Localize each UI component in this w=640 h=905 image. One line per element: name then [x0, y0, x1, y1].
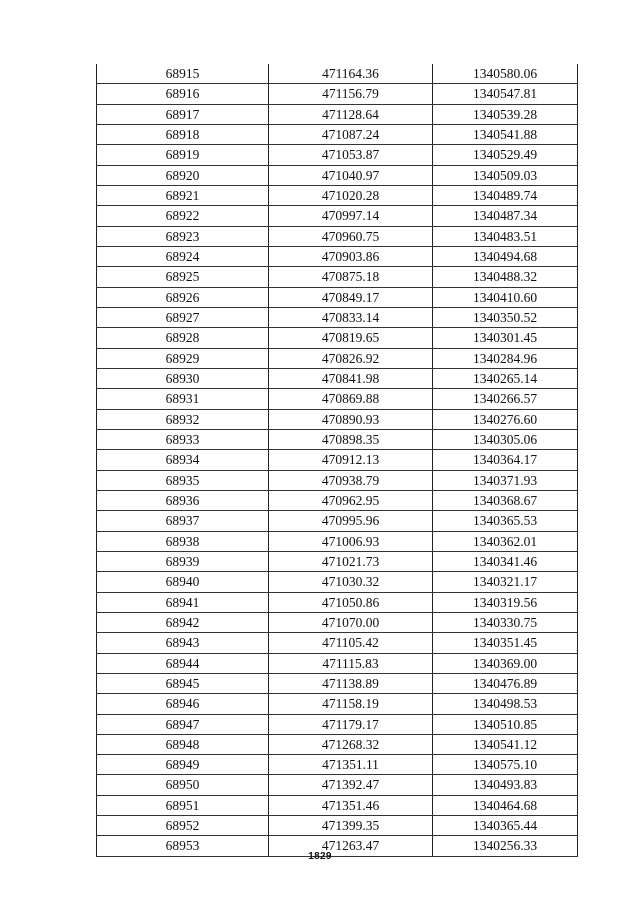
- table-row: [97, 490, 578, 510]
- x-coordinate-cell: 470826.92: [269, 348, 433, 368]
- y-coordinate-cell: 1340541.88: [433, 124, 578, 144]
- x-coordinate-cell: 471128.64: [269, 104, 433, 124]
- table-row: [97, 633, 578, 653]
- x-coordinate-cell: 471138.89: [269, 673, 433, 693]
- point-id-cell: 68917: [97, 104, 269, 124]
- table-row: [97, 84, 578, 104]
- x-coordinate-cell: 471050.86: [269, 592, 433, 612]
- table-row: [97, 755, 578, 775]
- y-coordinate-cell: 1340487.34: [433, 206, 578, 226]
- y-coordinate-cell: 1340580.06: [433, 64, 578, 84]
- point-id-cell: 68921: [97, 185, 269, 205]
- table-row: [97, 226, 578, 246]
- table-row: [97, 328, 578, 348]
- x-coordinate-cell: 471030.32: [269, 572, 433, 592]
- y-coordinate-cell: 1340266.57: [433, 389, 578, 409]
- table-row: [97, 348, 578, 368]
- point-id-cell: 68915: [97, 64, 269, 84]
- y-coordinate-cell: 1340365.53: [433, 511, 578, 531]
- point-id-cell: 68916: [97, 84, 269, 104]
- y-coordinate-cell: 1340284.96: [433, 348, 578, 368]
- y-coordinate-cell: 1340371.93: [433, 470, 578, 490]
- y-coordinate-cell: 1340498.53: [433, 694, 578, 714]
- point-id-cell: 68923: [97, 226, 269, 246]
- x-coordinate-cell: 470819.65: [269, 328, 433, 348]
- y-coordinate-cell: 1340256.33: [433, 836, 578, 856]
- coordinate-table: [96, 64, 578, 857]
- table-row: [97, 389, 578, 409]
- y-coordinate-cell: 1340510.85: [433, 714, 578, 734]
- point-id-cell: 68942: [97, 612, 269, 632]
- point-id-cell: 68943: [97, 633, 269, 653]
- x-coordinate-cell: 471164.36: [269, 64, 433, 84]
- x-coordinate-cell: 470960.75: [269, 226, 433, 246]
- point-id-cell: 68932: [97, 409, 269, 429]
- table-row: [97, 368, 578, 388]
- point-id-cell: 68945: [97, 673, 269, 693]
- y-coordinate-cell: 1340368.67: [433, 490, 578, 510]
- y-coordinate-cell: 1340276.60: [433, 409, 578, 429]
- point-id-cell: 68927: [97, 307, 269, 327]
- y-coordinate-cell: 1340483.51: [433, 226, 578, 246]
- table-row: [97, 511, 578, 531]
- y-coordinate-cell: 1340305.06: [433, 429, 578, 449]
- y-coordinate-cell: 1340350.52: [433, 307, 578, 327]
- y-coordinate-cell: 1340364.17: [433, 450, 578, 470]
- y-coordinate-cell: 1340493.83: [433, 775, 578, 795]
- y-coordinate-cell: 1340476.89: [433, 673, 578, 693]
- y-coordinate-cell: 1340541.12: [433, 734, 578, 754]
- x-coordinate-cell: 471020.28: [269, 185, 433, 205]
- table-row: [97, 714, 578, 734]
- y-coordinate-cell: 1340362.01: [433, 531, 578, 551]
- point-id-cell: 68950: [97, 775, 269, 795]
- point-id-cell: 68938: [97, 531, 269, 551]
- table-row: [97, 429, 578, 449]
- point-id-cell: 68933: [97, 429, 269, 449]
- table-row: [97, 694, 578, 714]
- x-coordinate-cell: 470912.13: [269, 450, 433, 470]
- table-row: [97, 592, 578, 612]
- table-row: [97, 531, 578, 551]
- x-coordinate-cell: 471263.47: [269, 836, 433, 856]
- table-row: [97, 206, 578, 226]
- table-row: [97, 287, 578, 307]
- x-coordinate-cell: 471040.97: [269, 165, 433, 185]
- point-id-cell: 68918: [97, 124, 269, 144]
- point-id-cell: 68934: [97, 450, 269, 470]
- point-id-cell: 68952: [97, 816, 269, 836]
- point-id-cell: 68953: [97, 836, 269, 856]
- y-coordinate-cell: 1340319.56: [433, 592, 578, 612]
- point-id-cell: 68948: [97, 734, 269, 754]
- table-row: [97, 246, 578, 266]
- point-id-cell: 68926: [97, 287, 269, 307]
- table-row: [97, 64, 578, 84]
- y-coordinate-cell: 1340539.28: [433, 104, 578, 124]
- y-coordinate-cell: 1340330.75: [433, 612, 578, 632]
- x-coordinate-cell: 470995.96: [269, 511, 433, 531]
- point-id-cell: 68931: [97, 389, 269, 409]
- point-id-cell: 68937: [97, 511, 269, 531]
- table-row: [97, 409, 578, 429]
- y-coordinate-cell: 1340351.45: [433, 633, 578, 653]
- table-row: [97, 653, 578, 673]
- table-row: [97, 104, 578, 124]
- x-coordinate-cell: 471115.83: [269, 653, 433, 673]
- x-coordinate-cell: 470875.18: [269, 267, 433, 287]
- y-coordinate-cell: 1340488.32: [433, 267, 578, 287]
- y-coordinate-cell: 1340369.00: [433, 653, 578, 673]
- table-row: [97, 124, 578, 144]
- x-coordinate-cell: 471087.24: [269, 124, 433, 144]
- x-coordinate-cell: 470833.14: [269, 307, 433, 327]
- x-coordinate-cell: 471021.73: [269, 551, 433, 571]
- x-coordinate-cell: 470938.79: [269, 470, 433, 490]
- page-number: 1829: [308, 851, 332, 862]
- y-coordinate-cell: 1340575.10: [433, 755, 578, 775]
- point-id-cell: 68922: [97, 206, 269, 226]
- y-coordinate-cell: 1340529.49: [433, 145, 578, 165]
- x-coordinate-cell: 471179.17: [269, 714, 433, 734]
- y-coordinate-cell: 1340464.68: [433, 795, 578, 815]
- point-id-cell: 68946: [97, 694, 269, 714]
- table-row: [97, 775, 578, 795]
- point-id-cell: 68929: [97, 348, 269, 368]
- point-id-cell: 68951: [97, 795, 269, 815]
- x-coordinate-cell: 471006.93: [269, 531, 433, 551]
- x-coordinate-cell: 470903.86: [269, 246, 433, 266]
- table-row: [97, 572, 578, 592]
- y-coordinate-cell: 1340265.14: [433, 368, 578, 388]
- y-coordinate-cell: 1340494.68: [433, 246, 578, 266]
- table-row: [97, 267, 578, 287]
- point-id-cell: 68920: [97, 165, 269, 185]
- x-coordinate-cell: 471351.46: [269, 795, 433, 815]
- x-coordinate-cell: 471158.19: [269, 694, 433, 714]
- table-row: [97, 795, 578, 815]
- x-coordinate-cell: 470890.93: [269, 409, 433, 429]
- point-id-cell: 68925: [97, 267, 269, 287]
- point-id-cell: 68928: [97, 328, 269, 348]
- point-id-cell: 68930: [97, 368, 269, 388]
- x-coordinate-cell: 471268.32: [269, 734, 433, 754]
- x-coordinate-cell: 470869.88: [269, 389, 433, 409]
- x-coordinate-cell: 470997.14: [269, 206, 433, 226]
- table-row: [97, 470, 578, 490]
- y-coordinate-cell: 1340489.74: [433, 185, 578, 205]
- x-coordinate-cell: 470898.35: [269, 429, 433, 449]
- table-row: [97, 673, 578, 693]
- table-row: [97, 307, 578, 327]
- y-coordinate-cell: 1340341.46: [433, 551, 578, 571]
- y-coordinate-cell: 1340365.44: [433, 816, 578, 836]
- x-coordinate-cell: 471392.47: [269, 775, 433, 795]
- x-coordinate-cell: 470841.98: [269, 368, 433, 388]
- point-id-cell: 68939: [97, 551, 269, 571]
- x-coordinate-cell: 471105.42: [269, 633, 433, 653]
- point-id-cell: 68919: [97, 145, 269, 165]
- x-coordinate-cell: 471070.00: [269, 612, 433, 632]
- x-coordinate-cell: 471351.11: [269, 755, 433, 775]
- x-coordinate-cell: 470962.95: [269, 490, 433, 510]
- coordinate-table-body: [97, 64, 578, 856]
- y-coordinate-cell: 1340547.81: [433, 84, 578, 104]
- point-id-cell: 68949: [97, 755, 269, 775]
- table-row: [97, 734, 578, 754]
- point-id-cell: 68935: [97, 470, 269, 490]
- table-row: [97, 450, 578, 470]
- point-id-cell: 68940: [97, 572, 269, 592]
- x-coordinate-cell: 470849.17: [269, 287, 433, 307]
- x-coordinate-cell: 471156.79: [269, 84, 433, 104]
- y-coordinate-cell: 1340509.03: [433, 165, 578, 185]
- table-row: [97, 551, 578, 571]
- y-coordinate-cell: 1340410.60: [433, 287, 578, 307]
- x-coordinate-cell: 471053.87: [269, 145, 433, 165]
- y-coordinate-cell: 1340321.17: [433, 572, 578, 592]
- point-id-cell: 68947: [97, 714, 269, 734]
- table-row: [97, 165, 578, 185]
- point-id-cell: 68936: [97, 490, 269, 510]
- table-row: [97, 612, 578, 632]
- x-coordinate-cell: 471399.35: [269, 816, 433, 836]
- table-row: [97, 816, 578, 836]
- table-row: [97, 185, 578, 205]
- table-row: [97, 145, 578, 165]
- point-id-cell: 68941: [97, 592, 269, 612]
- y-coordinate-cell: 1340301.45: [433, 328, 578, 348]
- point-id-cell: 68944: [97, 653, 269, 673]
- coordinate-table-container: [96, 64, 577, 857]
- point-id-cell: 68924: [97, 246, 269, 266]
